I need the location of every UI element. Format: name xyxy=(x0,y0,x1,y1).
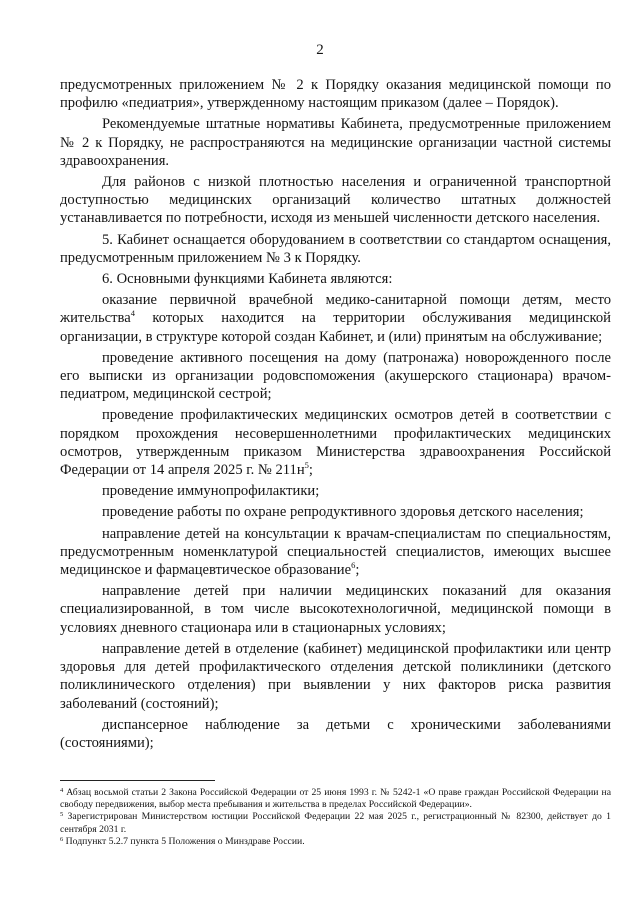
footnote-ref[interactable]: 4 xyxy=(130,308,135,319)
footnote xyxy=(60,811,611,835)
text-segment: оказание первичной врачебной медико-санитарной помощи детям, место жительства xyxy=(60,292,611,327)
footnote-text: Абзац восьмой статьи 2 Закона Российской Федерации от 25 июня 1993 г. № 5242-1 «О праве граждан Российской Федерации на свободу передвижения, выбор места пребывания и жительства в пределах Российской Федерации». xyxy=(60,787,611,811)
footnote-text: Зарегистрирован Министерством юстиции Российской Федерации 22 мая 2025 г., регистрационный № 82300, действует до 1 сентября 2031 г. xyxy=(60,811,611,835)
footnote-ref[interactable]: 5 xyxy=(304,460,309,471)
page-number: 2 xyxy=(316,42,324,58)
footnote-ref[interactable]: 6 xyxy=(351,560,356,571)
text-segment: которых находится на территории обслуживания медицинской организации, в структуре которой создан Кабинет, и (или) принятым на обслуживание; xyxy=(60,310,611,345)
footnote xyxy=(60,836,611,848)
document-body xyxy=(60,76,611,755)
footnote-mark: 4 xyxy=(60,787,64,794)
paragraph: Для районов с низкой плотностью населения и ограниченной транспортной доступностью медицинских организаций количество штатных должностей устанавливается по потребности, исходя из меньшей численности детского населения. xyxy=(60,174,611,227)
paragraph xyxy=(60,525,611,580)
footnote-mark: 6 xyxy=(60,835,64,843)
text-segment: ; xyxy=(308,462,313,479)
text-segment: ; xyxy=(355,562,360,579)
paragraph xyxy=(60,291,611,346)
paragraph: предусмотренных приложением № 2 к Порядку оказания медицинской помощи по профилю «педиатрия», утвержденному настоящим приказом (далее – Порядок). xyxy=(60,77,611,112)
footnote-divider xyxy=(60,780,215,781)
footnotes xyxy=(60,787,611,848)
paragraph: Рекомендуемые штатные нормативы Кабинета, предусмотренные приложением № 2 к Порядку, не распространяются на медицинские организации частной системы здравоохранения. xyxy=(60,116,611,169)
footnote-mark: 5 xyxy=(60,811,64,819)
paragraph: диспансерное наблюдение за детьми с хроническими заболеваниями (состояниями); xyxy=(60,716,611,751)
text-segment: проведение профилактических медицинских осмотров детей в соответствии с порядком прохождения несовершеннолетними профилактических медицинских осмотров, утвержденным приказом Министерства здравоохранения Российской Федерации от 14 апреля 2025 г. № 211н xyxy=(60,407,611,479)
footnote xyxy=(60,787,611,811)
paragraph: проведение иммунопрофилактики; xyxy=(102,483,320,500)
paragraph: проведение работы по охране репродуктивного здоровья детского населения; xyxy=(102,504,584,521)
paragraph: 6. Основными функциями Кабинета являются: xyxy=(102,271,393,288)
paragraph: направление детей в отделение (кабинет) медицинской профилактики или центр здоровья для детей профилактического отделения детской поликлиники (детского поликлинического отделения) при выявлении у них факторов риска развития заболеваний (состояний); xyxy=(60,640,611,712)
paragraph xyxy=(60,406,611,479)
footnote-text: Подпункт 5.2.7 пункта 5 Положения о Минздраве России. xyxy=(63,835,305,847)
paragraph: направление детей при наличии медицинских показаний для оказания специализированной, в том числе высокотехнологичной, медицинской помощи в условиях дневного стационара или в стационарных условиях; xyxy=(60,583,611,636)
paragraph: проведение активного посещения на дому (патронажа) новорожденного после его выписки из организации родовспоможения (акушерского стационара) врачом-педиатром, медицинской сестрой; xyxy=(60,349,611,403)
text-segment: направление детей на консультации к врачам-специалистам по специальностям, предусмотренным номенклатурой специальностей специалистов, имеющих высшее медицинское и фармацевтическое образование xyxy=(60,525,611,579)
paragraph: 5. Кабинет оснащается оборудованием в соответствии со стандартом оснащения, предусмотренным приложением № 3 к Порядку. xyxy=(60,231,611,266)
